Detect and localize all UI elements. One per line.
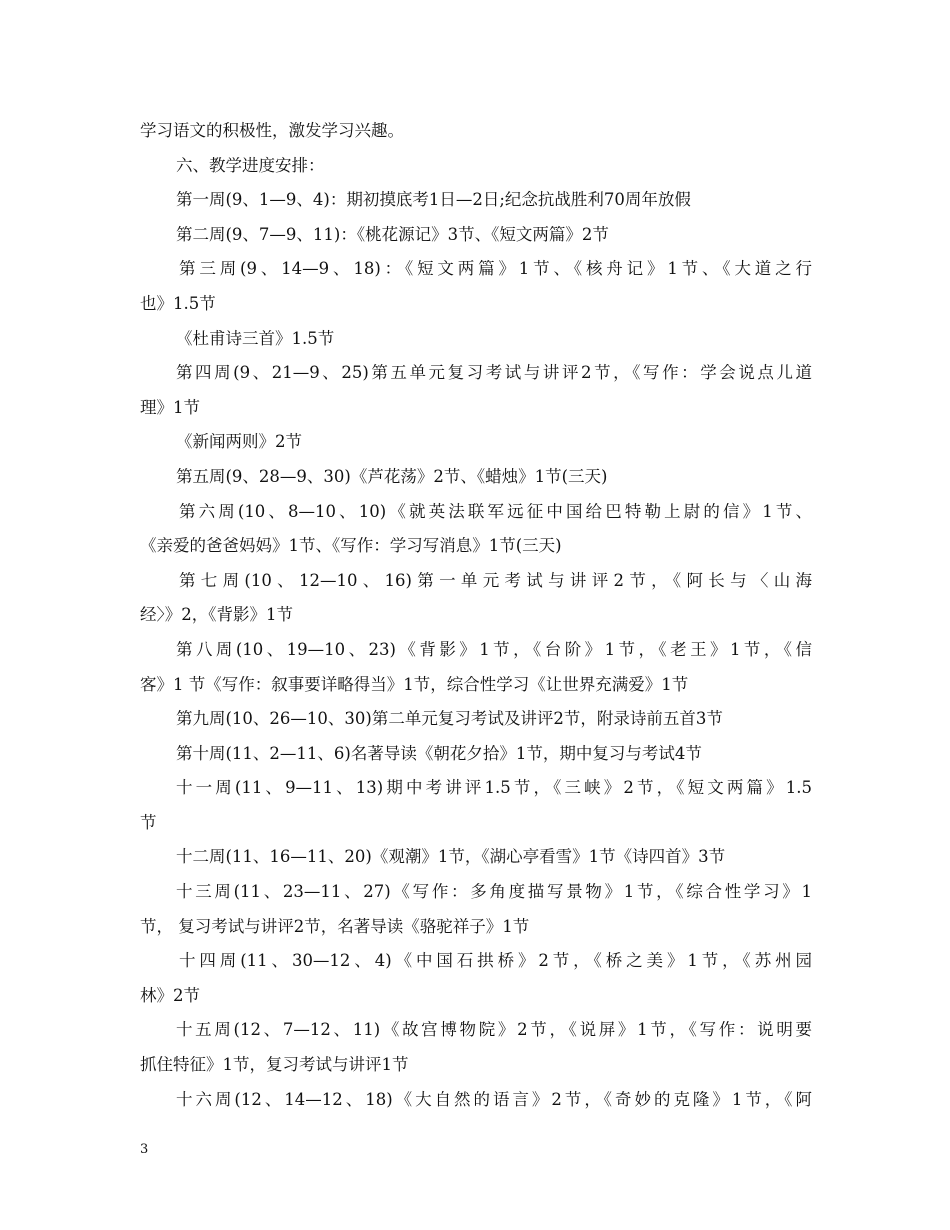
- text-line: 第五周(9、28—9、30)《芦花荡》2节、《蜡烛》1节(三天): [176, 466, 608, 486]
- text-line: 也》1.5节: [140, 293, 216, 313]
- text-line: 十一周(11、9—11、13)期中考讲评1.5节，《三峡》2节，《短文两篇》1.5: [176, 778, 812, 798]
- text-line: 第一周(9、1—9、4)：期初摸底考1日—2日;纪念抗战胜利70周年放假: [176, 190, 691, 210]
- text-line: 《亲爱的爸爸妈妈》1节、《写作：学习写消息》1节(三天): [140, 536, 562, 556]
- text-line: 第八周(10、19—10、23)《背影》1节，《台阶》1节，《老王》1节，《信: [176, 639, 812, 659]
- text-line: 第二周(9、7—9、11)：《桃花源记》3节、《短文两篇》2节: [176, 224, 609, 244]
- text-line: 节， 复习考试与讲评2节，名著导读《骆驼祥子》1节: [140, 916, 530, 936]
- text-line: 第六周(10、8—10、10)《就英法联军远征中国给巴特勒上尉的信》1节、: [179, 501, 812, 521]
- text-line: 客》1 节《写作：叙事要详略得当》1节，综合性学习《让世界充满爱》1节: [140, 674, 689, 694]
- text-line: 学习语文的积极性，激发学习兴趣。: [140, 121, 404, 140]
- text-line: 十五周(12、7—12、11)《故宫博物院》2节，《说屏》1节，《写作：说明要: [176, 1020, 812, 1040]
- text-line: 《杜甫诗三首》1.5节: [176, 328, 335, 348]
- page-number: 3: [140, 1142, 149, 1157]
- text-line: 理》1节: [140, 397, 200, 417]
- text-line: 十六周(12、14—12、18)《大自然的语言》2节，《奇妙的克隆》1节，《阿: [176, 1089, 812, 1109]
- text-line: 抓住特征》1节，复习考试与讲评1节: [140, 1055, 409, 1075]
- text-line: 《新闻两则》2节: [176, 432, 302, 452]
- document-body: [140, 114, 812, 1117]
- text-line: 十二周(11、16—11、20)《观潮》1节，《湖心亭看雪》1节《诗四首》3节: [176, 847, 726, 867]
- text-line: 十三周(11、23—11、27)《写作：多角度描写景物》1节，《综合性学习》1: [176, 882, 812, 902]
- text-line: 六、教学进度安排：: [176, 155, 325, 175]
- text-line: 节: [140, 812, 157, 832]
- text-line: 十四周(11、30—12、4)《中国石拱桥》2节，《桥之美》1节，《苏州园: [179, 951, 812, 971]
- text-line: 第七周(10、12—10、16)第一单元考试与讲评2节，《阿长与〈山海: [179, 570, 812, 590]
- text-line: 经〉》2，《背影》1节: [140, 605, 293, 625]
- text-line: 第四周(9、21—9、25)第五单元复习考试与讲评2节，《写作：学会说点儿道: [176, 363, 812, 383]
- text-line: 第三周(9、14—9、18)：《短文两篇》1节、《核舟记》1节、《大道之行: [179, 259, 812, 279]
- text-line: 林》2节: [140, 985, 200, 1005]
- text-line: 第十周(11、2—11、6)名著导读《朝花夕拾》1节，期中复习与考试4节: [176, 743, 702, 763]
- text-line: 第九周(10、26—10、30)第二单元复习考试及讲评2节，附录诗前五首3节: [176, 709, 723, 729]
